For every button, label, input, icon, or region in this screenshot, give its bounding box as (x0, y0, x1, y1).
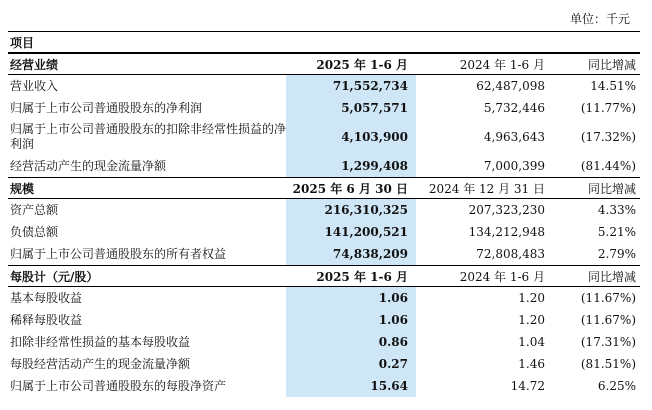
previous-value: 4,963,643 (483, 129, 545, 144)
table-row (8, 155, 640, 177)
previous-value: 62,487,098 (476, 79, 545, 93)
previous-value: 72,808,483 (476, 247, 545, 261)
change-value: 14.51% (590, 79, 636, 93)
current-value: 216,310,325 (286, 199, 416, 221)
column-header-change: 同比增减 (587, 270, 636, 284)
unit-label: 单位：千元 (569, 12, 630, 26)
financial-summary-table (8, 31, 640, 397)
current-value: 4,103,900 (286, 119, 416, 155)
change-value: (11.77%) (580, 101, 636, 115)
row-label: 基本每股收益 (10, 291, 83, 305)
table-row (8, 309, 640, 331)
table-row (8, 353, 640, 375)
previous-value: 207,323,230 (468, 203, 545, 217)
previous-value: 1.46 (518, 357, 545, 371)
section-title: 每股计（元/股） (10, 270, 99, 284)
section-title: 规模 (10, 182, 35, 196)
table-row (8, 243, 640, 265)
column-header-previous: 2024 年 12 月 31 日 (428, 182, 545, 196)
change-value: (11.67%) (580, 313, 636, 327)
change-value: (81.51%) (580, 357, 636, 371)
column-header-current: 2025 年 1-6 月 (316, 58, 408, 72)
column-header-previous: 2024 年 1-6 月 (459, 270, 545, 284)
section-header-per-share (8, 265, 640, 287)
row-label: 归属于上市公司普通股股东的净利润 (10, 101, 203, 115)
change-value: 6.25% (597, 379, 636, 393)
current-value: 1.06 (286, 287, 416, 309)
row-label: 负债总额 (10, 225, 59, 239)
current-value: 74,838,209 (286, 243, 416, 265)
section-header-scale (8, 177, 640, 199)
change-value: (17.31%) (580, 335, 636, 349)
column-header-change: 同比增减 (587, 58, 636, 72)
change-value: 5.21% (597, 225, 636, 239)
row-label: 经营活动产生的现金流量净额 (10, 159, 167, 173)
previous-value: 5,732,446 (483, 101, 545, 115)
row-label: 每股经营活动产生的现金流量净额 (10, 357, 191, 371)
current-value: 15.64 (286, 375, 416, 397)
previous-value: 7,000,399 (483, 159, 545, 173)
column-header-current: 2025 年 1-6 月 (316, 270, 408, 284)
section-title: 经营业绩 (10, 58, 59, 72)
column-header-previous: 2024 年 1-6 月 (459, 58, 545, 72)
current-value: 0.27 (286, 353, 416, 375)
previous-value: 1.20 (518, 313, 545, 327)
previous-value: 1.04 (518, 335, 545, 349)
table-row (8, 119, 640, 155)
row-label: 资产总额 (10, 203, 59, 217)
current-value: 0.86 (286, 331, 416, 353)
change-value: 4.33% (597, 203, 636, 217)
row-label: 营业收入 (10, 79, 59, 93)
table-row (8, 287, 640, 309)
change-value: (11.67%) (580, 291, 636, 305)
change-value: 2.79% (597, 247, 636, 261)
row-label: 归属于上市公司普通股股东的扣除非经常性损益的净利润 (10, 122, 286, 151)
table-row (8, 199, 640, 221)
previous-value: 14.72 (510, 379, 545, 393)
table-row (8, 75, 640, 97)
table-row (8, 221, 640, 243)
current-value: 1,299,408 (286, 155, 416, 177)
row-label: 稀释每股收益 (10, 313, 83, 327)
row-label: 扣除非经常性损益的基本每股收益 (10, 335, 191, 349)
current-value: 71,552,734 (286, 75, 416, 97)
change-value: (81.44%) (580, 159, 636, 173)
change-value: (17.32%) (580, 129, 636, 144)
current-value: 5,057,571 (286, 97, 416, 119)
previous-value: 134,212,948 (468, 225, 545, 239)
table-row (8, 331, 640, 353)
column-header-current: 2025 年 6 月 30 日 (292, 182, 408, 196)
current-value: 141,200,521 (286, 221, 416, 243)
table-row (8, 375, 640, 397)
row-label: 归属于上市公司普通股股东的每股净资产 (10, 379, 227, 393)
row-label: 归属于上市公司普通股股东的所有者权益 (10, 247, 227, 261)
table-header-row (8, 31, 640, 53)
item-header: 项目 (10, 36, 35, 50)
table-row (8, 97, 640, 119)
previous-value: 1.20 (518, 291, 545, 305)
current-value: 1.06 (286, 309, 416, 331)
column-header-change: 同比增减 (587, 182, 636, 196)
section-header-performance (8, 53, 640, 75)
